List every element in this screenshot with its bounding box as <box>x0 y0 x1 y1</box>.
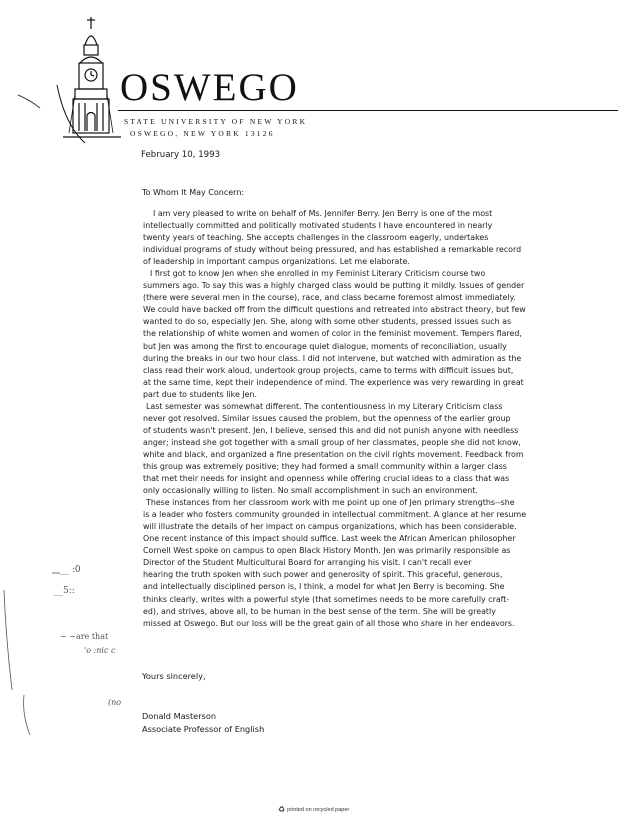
body-line: intellectually committed and politically motivated students I have encountered in nearly <box>143 221 493 231</box>
institution-line-2: OSWEGO, NEW YORK 13126 <box>130 129 275 138</box>
body-line: ed), and strives, above all, to be human in the best sense of the term. She will be greatly <box>143 606 496 616</box>
body-line: I first got to know Jen when she enrolled in my Feminist Literary Criticism course two <box>150 269 486 279</box>
body-line: We could have backed off from the difficult questions and retreated into abstract theory, but few <box>143 305 526 315</box>
body-line: Last semester was somewhat different. The contentiousness in my Literary Criticism class <box>146 401 503 411</box>
letterhead-rule <box>118 110 618 111</box>
body-line: anger; instead she got together with a small group of her classmates, people she did not know, <box>143 437 521 447</box>
body-line: part due to students like Jen. <box>143 389 258 399</box>
body-line: individual programs of study without being pressured, and has established a remarkable record <box>143 245 522 255</box>
body-line: summers ago. To say this was a highly charged class would be putting it mildly. Issues of gender <box>143 281 525 291</box>
body-line: only occasionally willing to listen. No small accomplishment in such an environment. <box>143 486 478 496</box>
body-line: These instances from her classroom work with me point up one of Jen primary strengths--she <box>146 498 515 508</box>
body-line: during the breaks in our two hour class. I did not intervene, but watched with admiration as the <box>143 353 522 363</box>
body-line: thinks clearly, writes with a powerful style (that sometimes needs to be more carefully craft- <box>143 594 510 604</box>
body-line: class read their work aloud, undertook group projects, came to terms with difficult issues but, <box>143 365 514 375</box>
margin-mark: __ :0 <box>60 565 81 575</box>
salutation: To Whom It May Concern: <box>142 188 245 197</box>
institution-wordmark: OSWEGO <box>120 66 299 109</box>
body-line: is a leader who fosters community grounded in intellectual commitment. A glance at her resume <box>143 510 527 520</box>
body-line: the relationship of white women and women of color in the feminist movement. Tempers flared, <box>143 329 522 339</box>
clock-tower-logo <box>55 15 130 150</box>
letter-body <box>118 208 588 630</box>
body-line: that met their needs for insight and openness while offering crucial ideas to a class that was <box>143 474 510 484</box>
margin-mark: (no <box>108 698 122 707</box>
body-line: white and black, and organized a fine presentation on the civil rights movement. Feedback from <box>143 449 524 459</box>
margin-mark: 'o :nic c <box>84 646 116 655</box>
binding-curve <box>0 0 60 826</box>
body-line: missed at Oswego. But our loss will be the great gain of all those who share in her endeavors. <box>143 618 515 628</box>
margin-mark: ~ ~are that <box>60 632 109 641</box>
body-line: never got resolved. Similar issues caused the problem, but the openness of the earlier group <box>143 413 511 423</box>
body-line: wanted to do so, especially Jen. She, along with some other students, pressed issues such as <box>143 317 512 327</box>
body-line: this group was extremely positive; they had formed a small community within a larger class <box>143 461 507 471</box>
body-line: at the same time, kept their independence of mind. The experience was very rewarding in great <box>143 377 524 387</box>
body-line: but Jen was among the first to encourage quiet dialogue, moments of reconciliation, usually <box>143 341 507 351</box>
body-line: (there were several men in the course), race, and class became foremost almost immediately. <box>143 293 516 303</box>
body-line: I am very pleased to write on behalf of Ms. Jennifer Berry. Jen Berry is one of the most <box>153 209 493 218</box>
body-line: will illustrate the details of her impact on campus organizations, which has been considerable. <box>143 522 517 532</box>
body-line: Director of the Student Multicultural Board for arranging his visit. I can't recall ever <box>143 558 472 568</box>
institution-line-1: STATE UNIVERSITY OF NEW YORK <box>124 117 308 126</box>
body-line: of leadership in important campus organizations. Let me elaborate. <box>143 257 410 267</box>
body-line: One recent instance of this impact should suffice. Last week the African American philosopher <box>143 534 516 544</box>
margin-mark: __5:: <box>54 586 75 596</box>
letter-date: February 10, 1993 <box>141 150 221 160</box>
body-line: hearing the truth spoken with such power and generosity of spirit. This graceful, generous, <box>143 570 503 580</box>
body-line: Cornell West spoke on campus to open Black History Month. Jen was primarily responsible as <box>143 546 511 556</box>
recycled-paper-label: printed on recycled paper <box>287 807 350 813</box>
body-line: and intellectually disciplined person is, I think, a model for what Jen Berry is becoming. She <box>143 582 505 592</box>
recycled-paper-note <box>278 805 349 814</box>
closing: Yours sincerely, <box>142 671 206 681</box>
body-line: of students wasn't present. Jen, I believe, sensed this and did not punish anyone with needless <box>143 425 519 435</box>
signatory-name: Donald Masterson <box>142 711 217 721</box>
institution-address <box>124 116 307 140</box>
signatory-title: Associate Professor of English <box>142 724 265 734</box>
body-line: twenty years of teaching. She accepts challenges in the classroom eagerly, undertakes <box>143 233 489 243</box>
recycle-icon: ♻ <box>278 805 286 814</box>
